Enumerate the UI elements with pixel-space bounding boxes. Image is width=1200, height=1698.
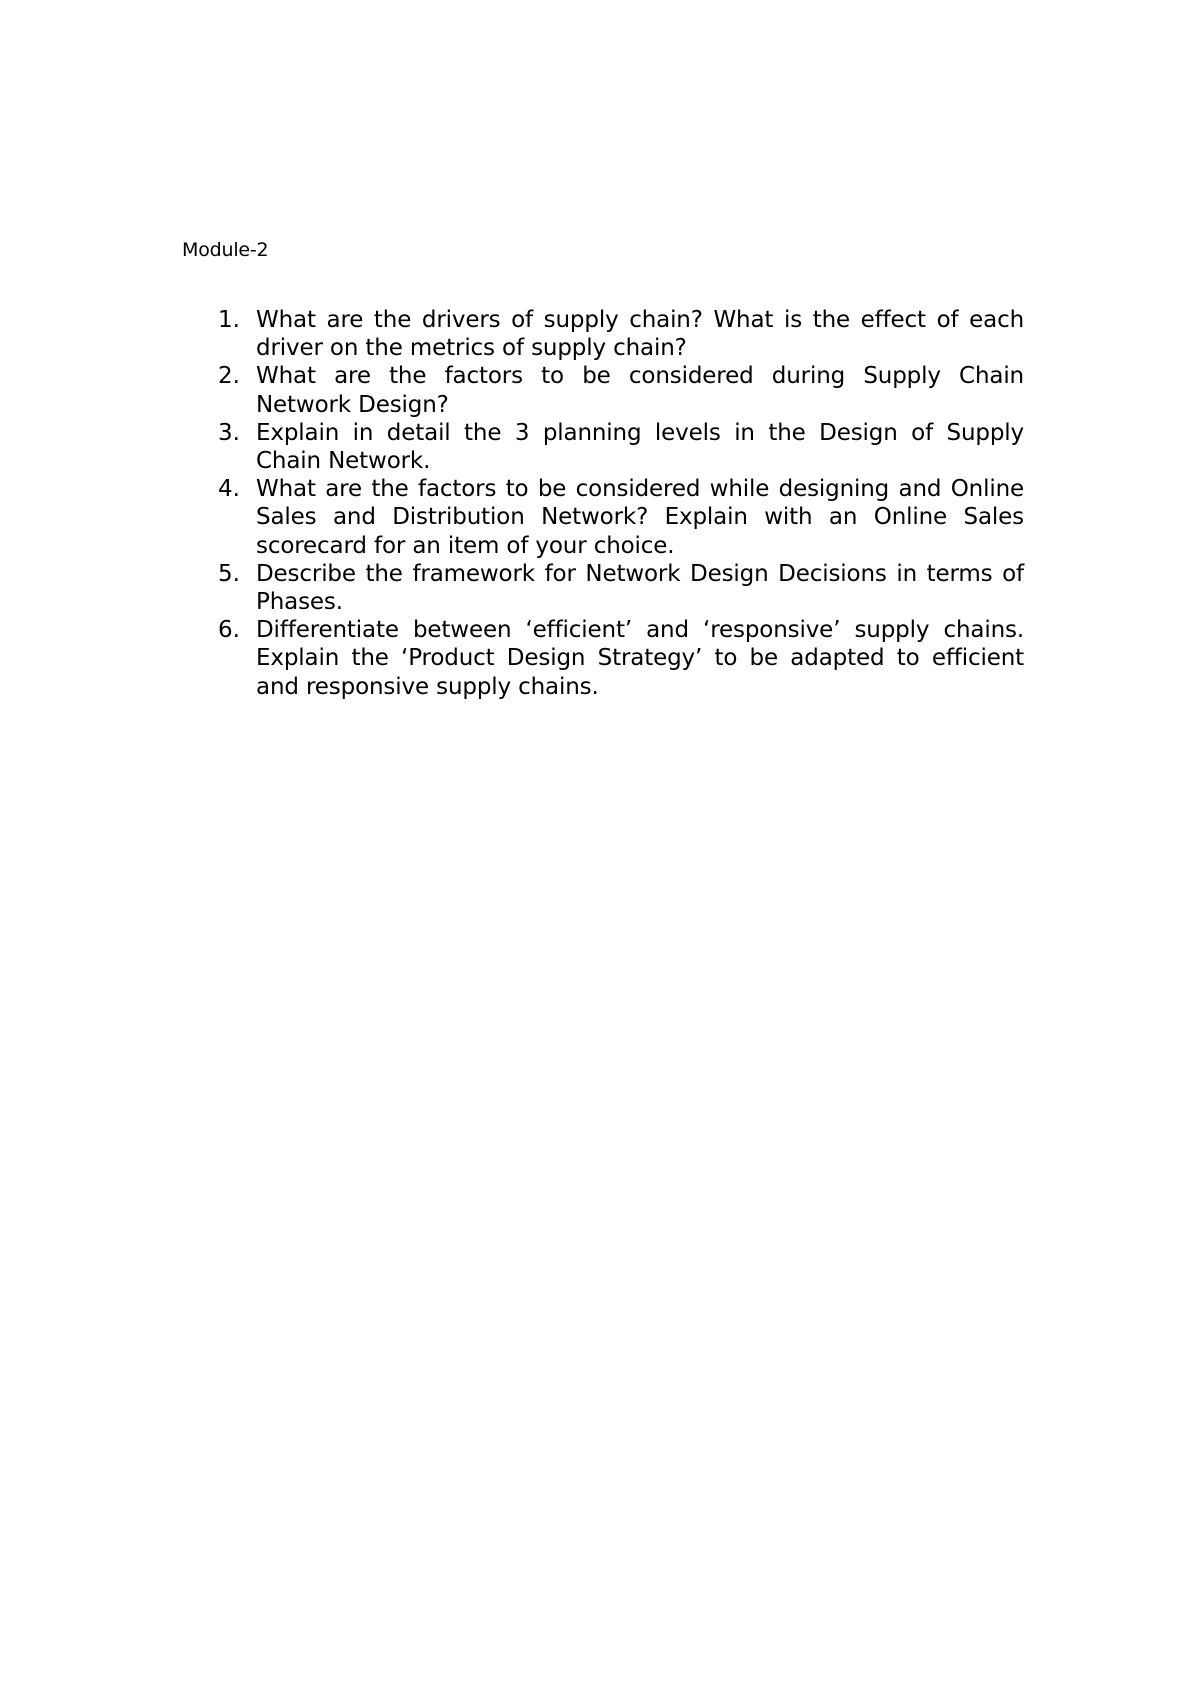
question-item	[0, 616, 1200, 701]
question-text: What are the drivers of supply chain? What is the effect of each driver on the metrics of supply chain?	[256, 307, 1024, 362]
question-text: Differentiate between ‘efficient’ and ‘responsive’ supply chains. Explain the ‘Product Design Strategy’ to be adapted to efficient and responsive supply chains.	[256, 617, 1024, 700]
module-heading: Module-2	[182, 239, 269, 261]
question-number: 3.	[218, 419, 240, 446]
question-list	[0, 306, 1200, 701]
question-item	[0, 475, 1200, 560]
question-text: Describe the framework for Network Design Decisions in terms of Phases.	[256, 560, 1024, 616]
question-item	[0, 419, 1200, 475]
question-number: 4.	[218, 476, 240, 503]
question-item	[0, 306, 1200, 362]
question-number: 2.	[218, 363, 240, 390]
question-text: What are the factors to be considered during Supply Chain Network Design?	[256, 363, 1024, 418]
question-number: 1.	[218, 307, 240, 333]
question-text: Explain in detail the 3 planning levels in the Design of Supply Chain Network.	[256, 419, 1024, 475]
question-number: 6.	[218, 617, 240, 644]
question-text: What are the factors to be considered while designing and Online Sales and Distribution Network? Explain with an Online Sales scorecard for an item of your choice.	[256, 476, 1024, 559]
question-item	[0, 560, 1200, 616]
question-number: 5.	[218, 560, 240, 587]
question-item	[0, 362, 1200, 418]
